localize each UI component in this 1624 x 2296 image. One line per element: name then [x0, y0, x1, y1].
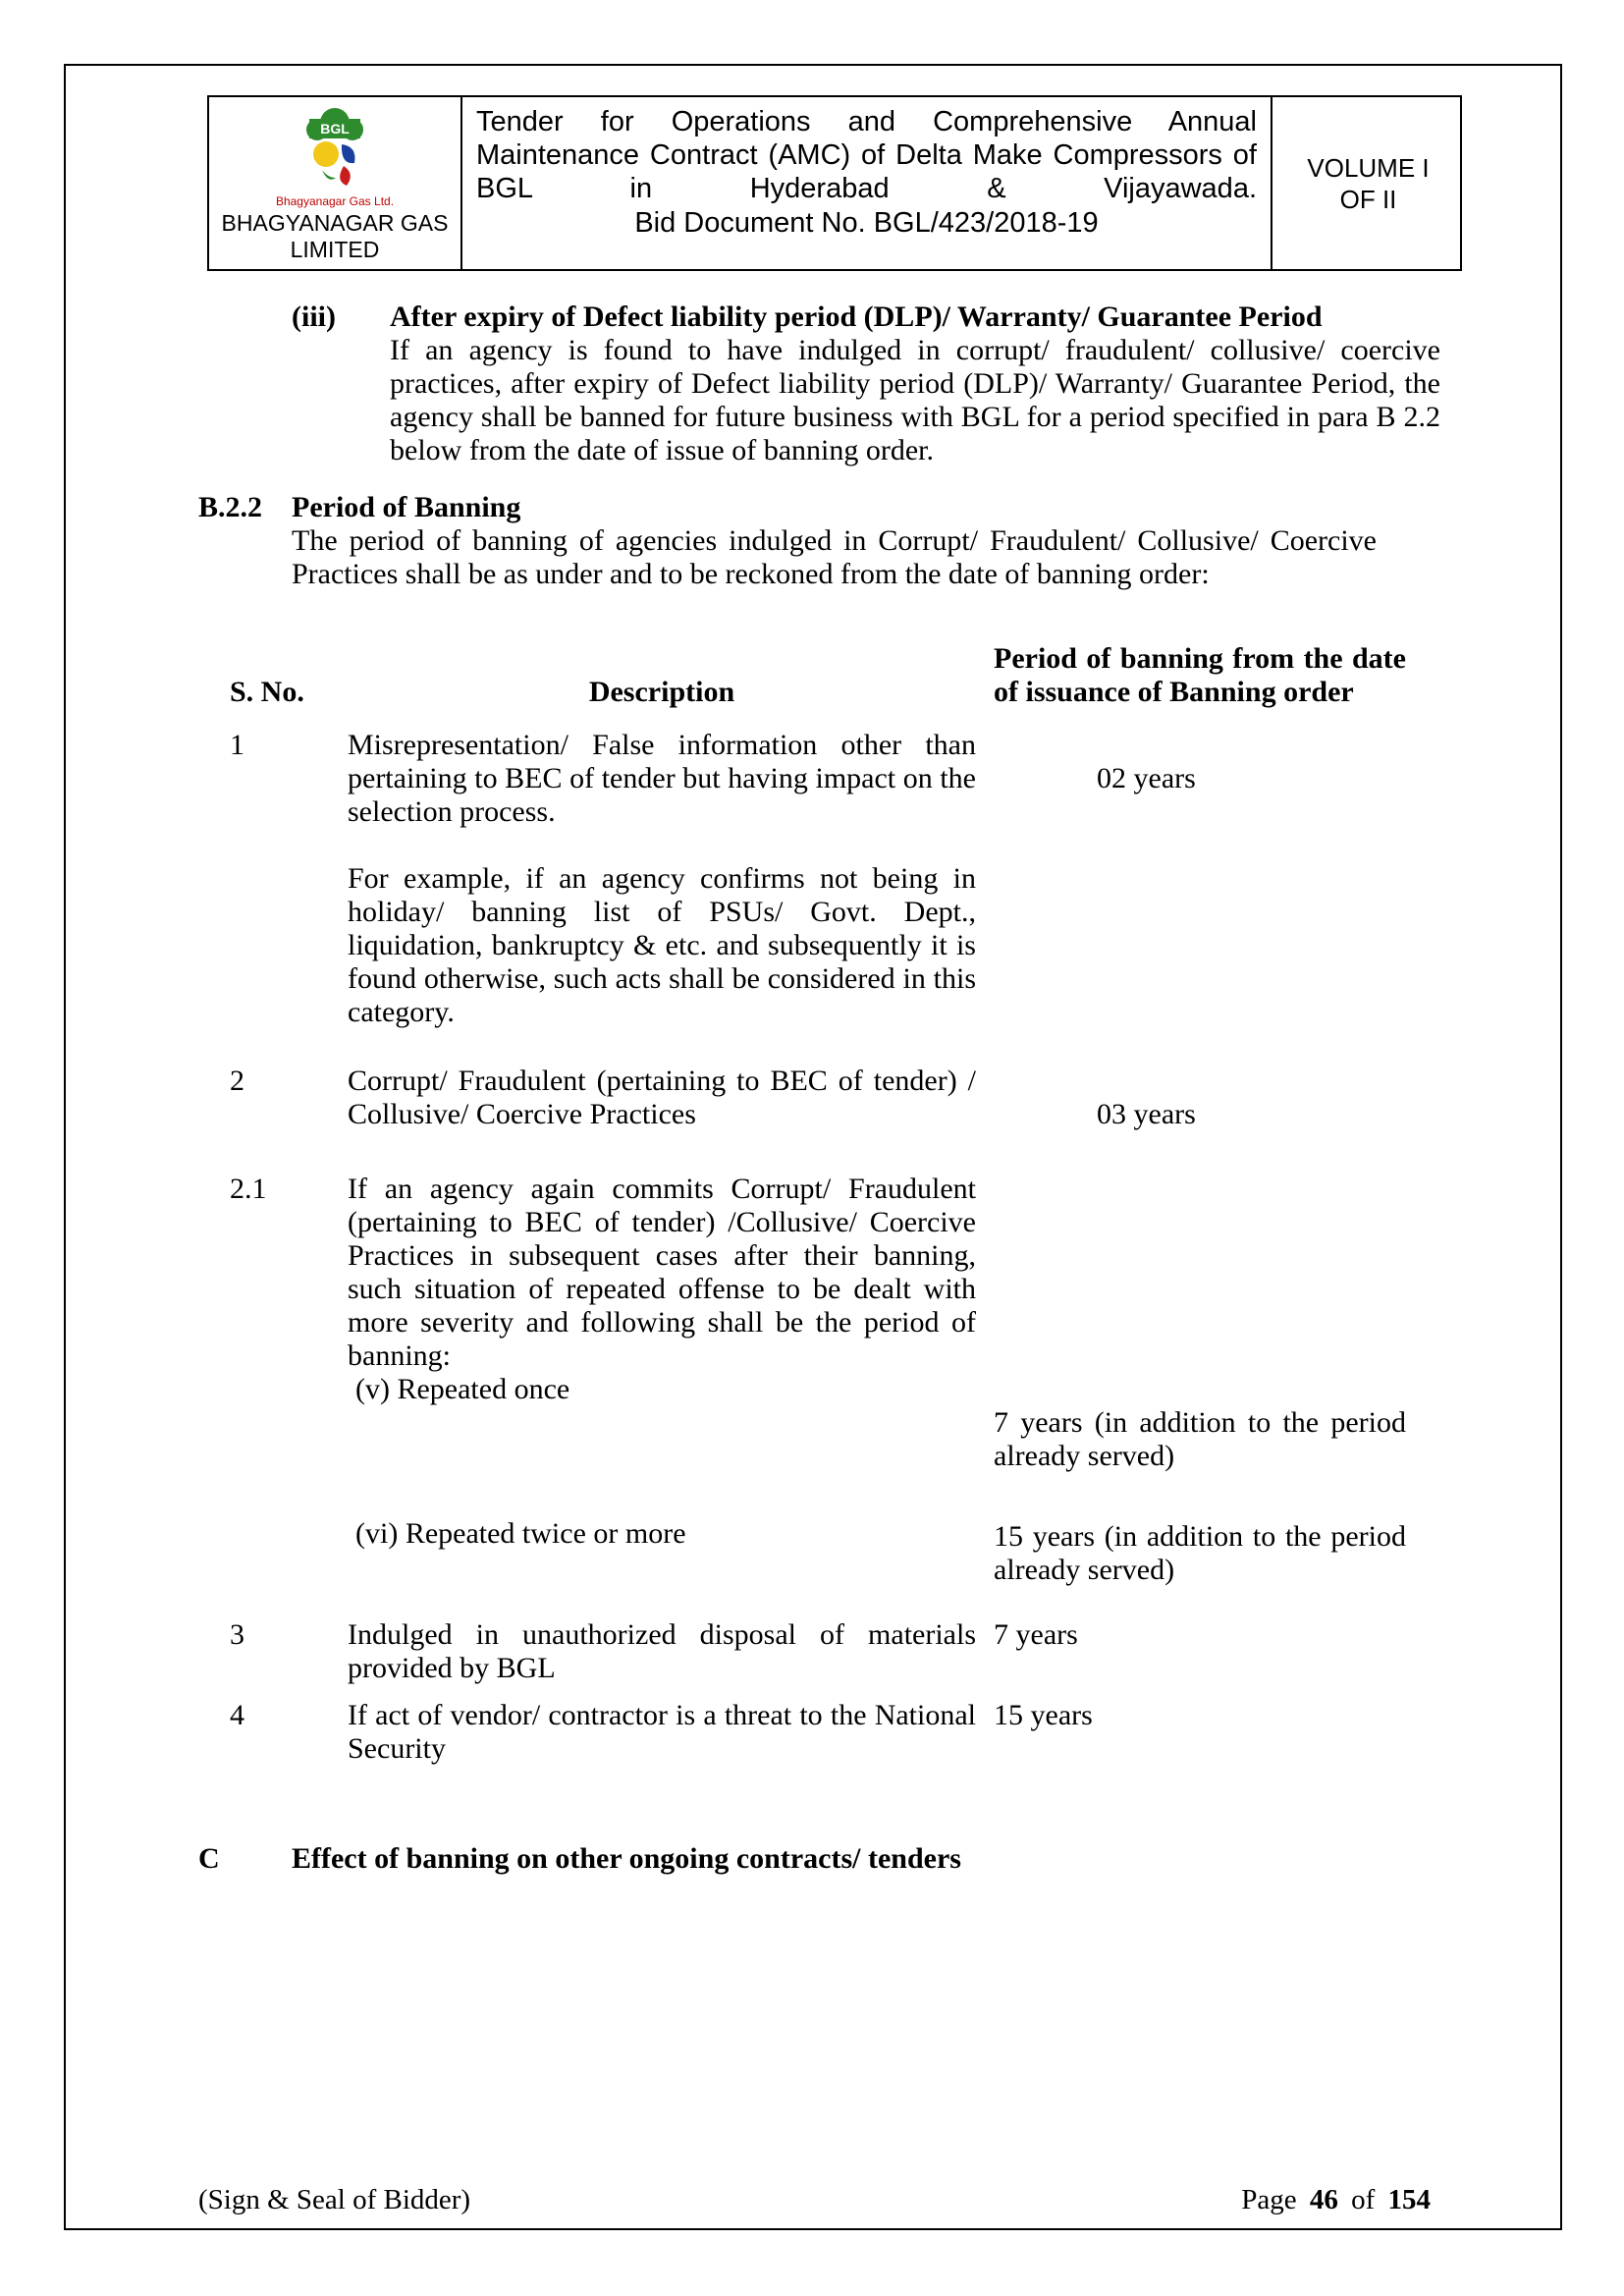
- section-iii-body: If an agency is found to have indulged in corrupt/ fraudulent/ collusive/ coercive practices, after expiry of Defect liability period (DLP)/ Warranty/ Guarantee Period, the agency shall be banned for future business with BGL for a period specified in para B 2.2 below from the date of issue of banning order.: [390, 334, 1440, 466]
- table-row: [230, 1173, 1418, 1587]
- tender-title: Tender for Operations and Comprehensive Annual Maintenance Contract (AMC) of Delta Make Compressors of BGL in Hyderabad & Vijayawada.: [476, 106, 1257, 204]
- banning-table: [230, 642, 1418, 1766]
- volume-line2: OF II: [1339, 184, 1397, 214]
- row-period: 15 years: [994, 1699, 1093, 1731]
- svg-text:BGL: BGL: [320, 121, 350, 137]
- bid-document-number: Bid Document No. BGL/423/2018-19: [634, 207, 1099, 239]
- document-header: [207, 95, 1462, 271]
- page-footer: [198, 2183, 1431, 2216]
- page-border: [64, 64, 1562, 2230]
- row-period: [994, 1173, 1406, 1587]
- of-label: of: [1351, 2184, 1376, 2215]
- company-name-line2: LIMITED: [290, 237, 380, 262]
- section-c-label: C: [198, 1842, 220, 1875]
- row-sno: 3: [230, 1618, 244, 1651]
- section-b22: [198, 491, 1377, 591]
- table-row: [230, 1699, 1418, 1766]
- page-label: Page: [1241, 2184, 1297, 2215]
- section-iii-heading: After expiry of Defect liability period (DLP)/ Warranty/ Guarantee Period: [390, 301, 1323, 333]
- subitem-v-label: (v) Repeated once: [355, 1373, 570, 1405]
- row-description-para1: If an agency again commits Corrupt/ Fraudulent (pertaining to BEC of tender) /Collusive/ Coercive Practices in subsequent cases after their banning, such situation of repeated offense to be dealt with more severity and following shall be the period of banning:: [348, 1173, 976, 1372]
- subitem-vi-period: 15 years (in addition to the period already served): [994, 1520, 1406, 1586]
- volume-cell: [1271, 97, 1464, 269]
- table-header-sno: S. No.: [230, 676, 304, 708]
- section-b22-label: B.2.2: [198, 491, 263, 523]
- row-description-para2: For example, if an agency confirms not being in holiday/ banning list of PSUs/ Govt. Dept., liquidation, bankruptcy & etc. and subsequently it is found otherwise, such acts shall be considered in this category.: [348, 862, 976, 1028]
- company-name-line1: BHAGYANAGAR GAS: [221, 210, 449, 236]
- row-description: Corrupt/ Fraudulent (pertaining to BEC of tender) / Collusive/ Coercive Practices: [348, 1065, 976, 1130]
- page-total: 154: [1387, 2184, 1431, 2215]
- logo-cell: [209, 97, 460, 269]
- page-indicator: [1241, 2183, 1431, 2216]
- table-row: [230, 1618, 1418, 1685]
- row-sno: 4: [230, 1699, 244, 1731]
- table-header-description: Description: [588, 676, 735, 708]
- table-header-period: Period of banning from the date of issuance of Banning order: [994, 642, 1406, 708]
- section-iii-label: (iii): [292, 301, 336, 333]
- title-cell: [460, 97, 1271, 269]
- row-description-para1: Misrepresentation/ False information other than pertaining to BEC of tender but having impact on the selection process.: [348, 729, 976, 828]
- row-period: 03 years: [1097, 1098, 1196, 1130]
- bgl-logo-icon: [285, 103, 385, 195]
- row-period: 02 years: [1097, 762, 1196, 794]
- section-c-heading: Effect of banning on other ongoing contracts/ tenders: [292, 1842, 961, 1875]
- row-description: If act of vendor/ contractor is a threat to the National Security: [348, 1699, 976, 1765]
- sign-seal-text: (Sign & Seal of Bidder): [198, 2184, 471, 2215]
- row-sno: 1: [230, 729, 244, 761]
- section-b22-heading: Period of Banning: [292, 491, 521, 523]
- row-description: Indulged in unauthorized disposal of materials provided by BGL: [348, 1618, 976, 1684]
- subitem-vi-label: (vi) Repeated twice or more: [355, 1517, 686, 1550]
- table-row: [230, 729, 1418, 1029]
- company-name: [222, 210, 449, 263]
- table-row: [230, 1065, 1418, 1131]
- row-description: [348, 1173, 976, 1551]
- section-b22-body: The period of banning of agencies indulged in Corrupt/ Fraudulent/ Collusive/ Coercive Practices shall be as under and to be reckoned from the date of banning order:: [292, 524, 1377, 590]
- section-iii: [292, 301, 1440, 467]
- page-number: 46: [1309, 2184, 1338, 2215]
- volume-line1: VOLUME I: [1307, 152, 1430, 183]
- row-period: 7 years: [994, 1618, 1078, 1651]
- subitem-v-period: 7 years (in addition to the period already served): [994, 1406, 1406, 1472]
- logo-caption: Bhagyanagar Gas Ltd.: [275, 194, 395, 208]
- row-description: [348, 729, 976, 1029]
- row-sno: 2.1: [230, 1173, 267, 1205]
- section-c: [198, 1842, 1377, 1876]
- row-sno: 2: [230, 1065, 244, 1097]
- table-header-row: [230, 642, 1418, 709]
